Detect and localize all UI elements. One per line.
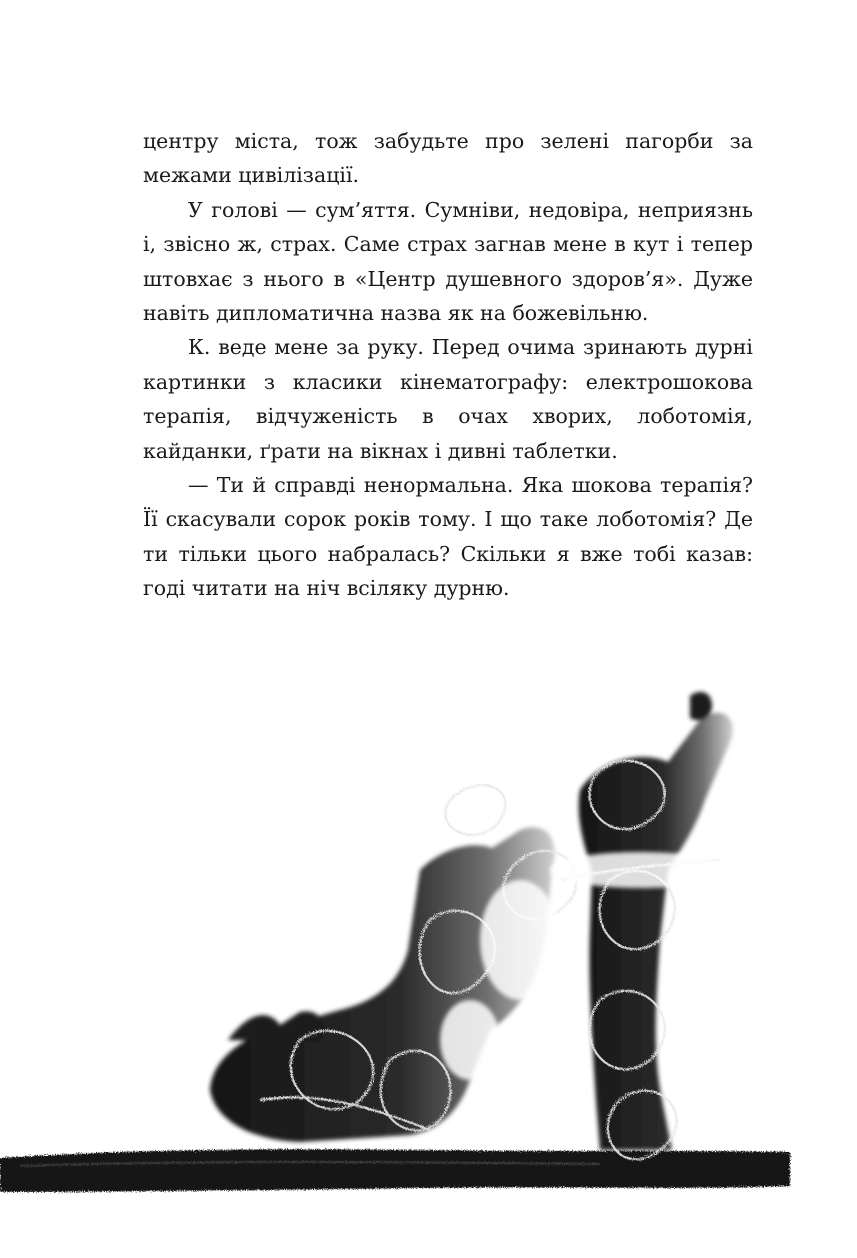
page-text bbox=[143, 124, 753, 606]
paragraph: К. веде мене за руку. Перед очима зринають дурні картинки з класики кінематографу: електрошокова терапія, відчуженість в очах хворих, лоботомія, кайданки, ґрати на вікнах і дивні таблетки. bbox=[143, 335, 753, 463]
paragraph: — Ти й справді ненормальна. Яка шокова терапія? Її скасували сорок років тому. І що таке лоботомія? Де ти тільки цього набралась? Скільки я вже тобі казав: годі читати на ніч всіляку дурню. bbox=[143, 473, 753, 601]
boots-illustration bbox=[0, 680, 857, 1258]
paragraph: У голові — сум’яття. Сумніви, недовіра, неприязнь і, звісно ж, страх. Саме страх загнав мене в кут і тепер штовхає з нього в «Центр душевного здоров’я». Дуже навіть дипломатична назва як на божевільню. bbox=[143, 197, 753, 326]
paragraph: центру міста, тож забудьте про зелені пагорби за межами цивілізації. bbox=[143, 129, 753, 188]
ground-stroke bbox=[0, 1149, 790, 1192]
